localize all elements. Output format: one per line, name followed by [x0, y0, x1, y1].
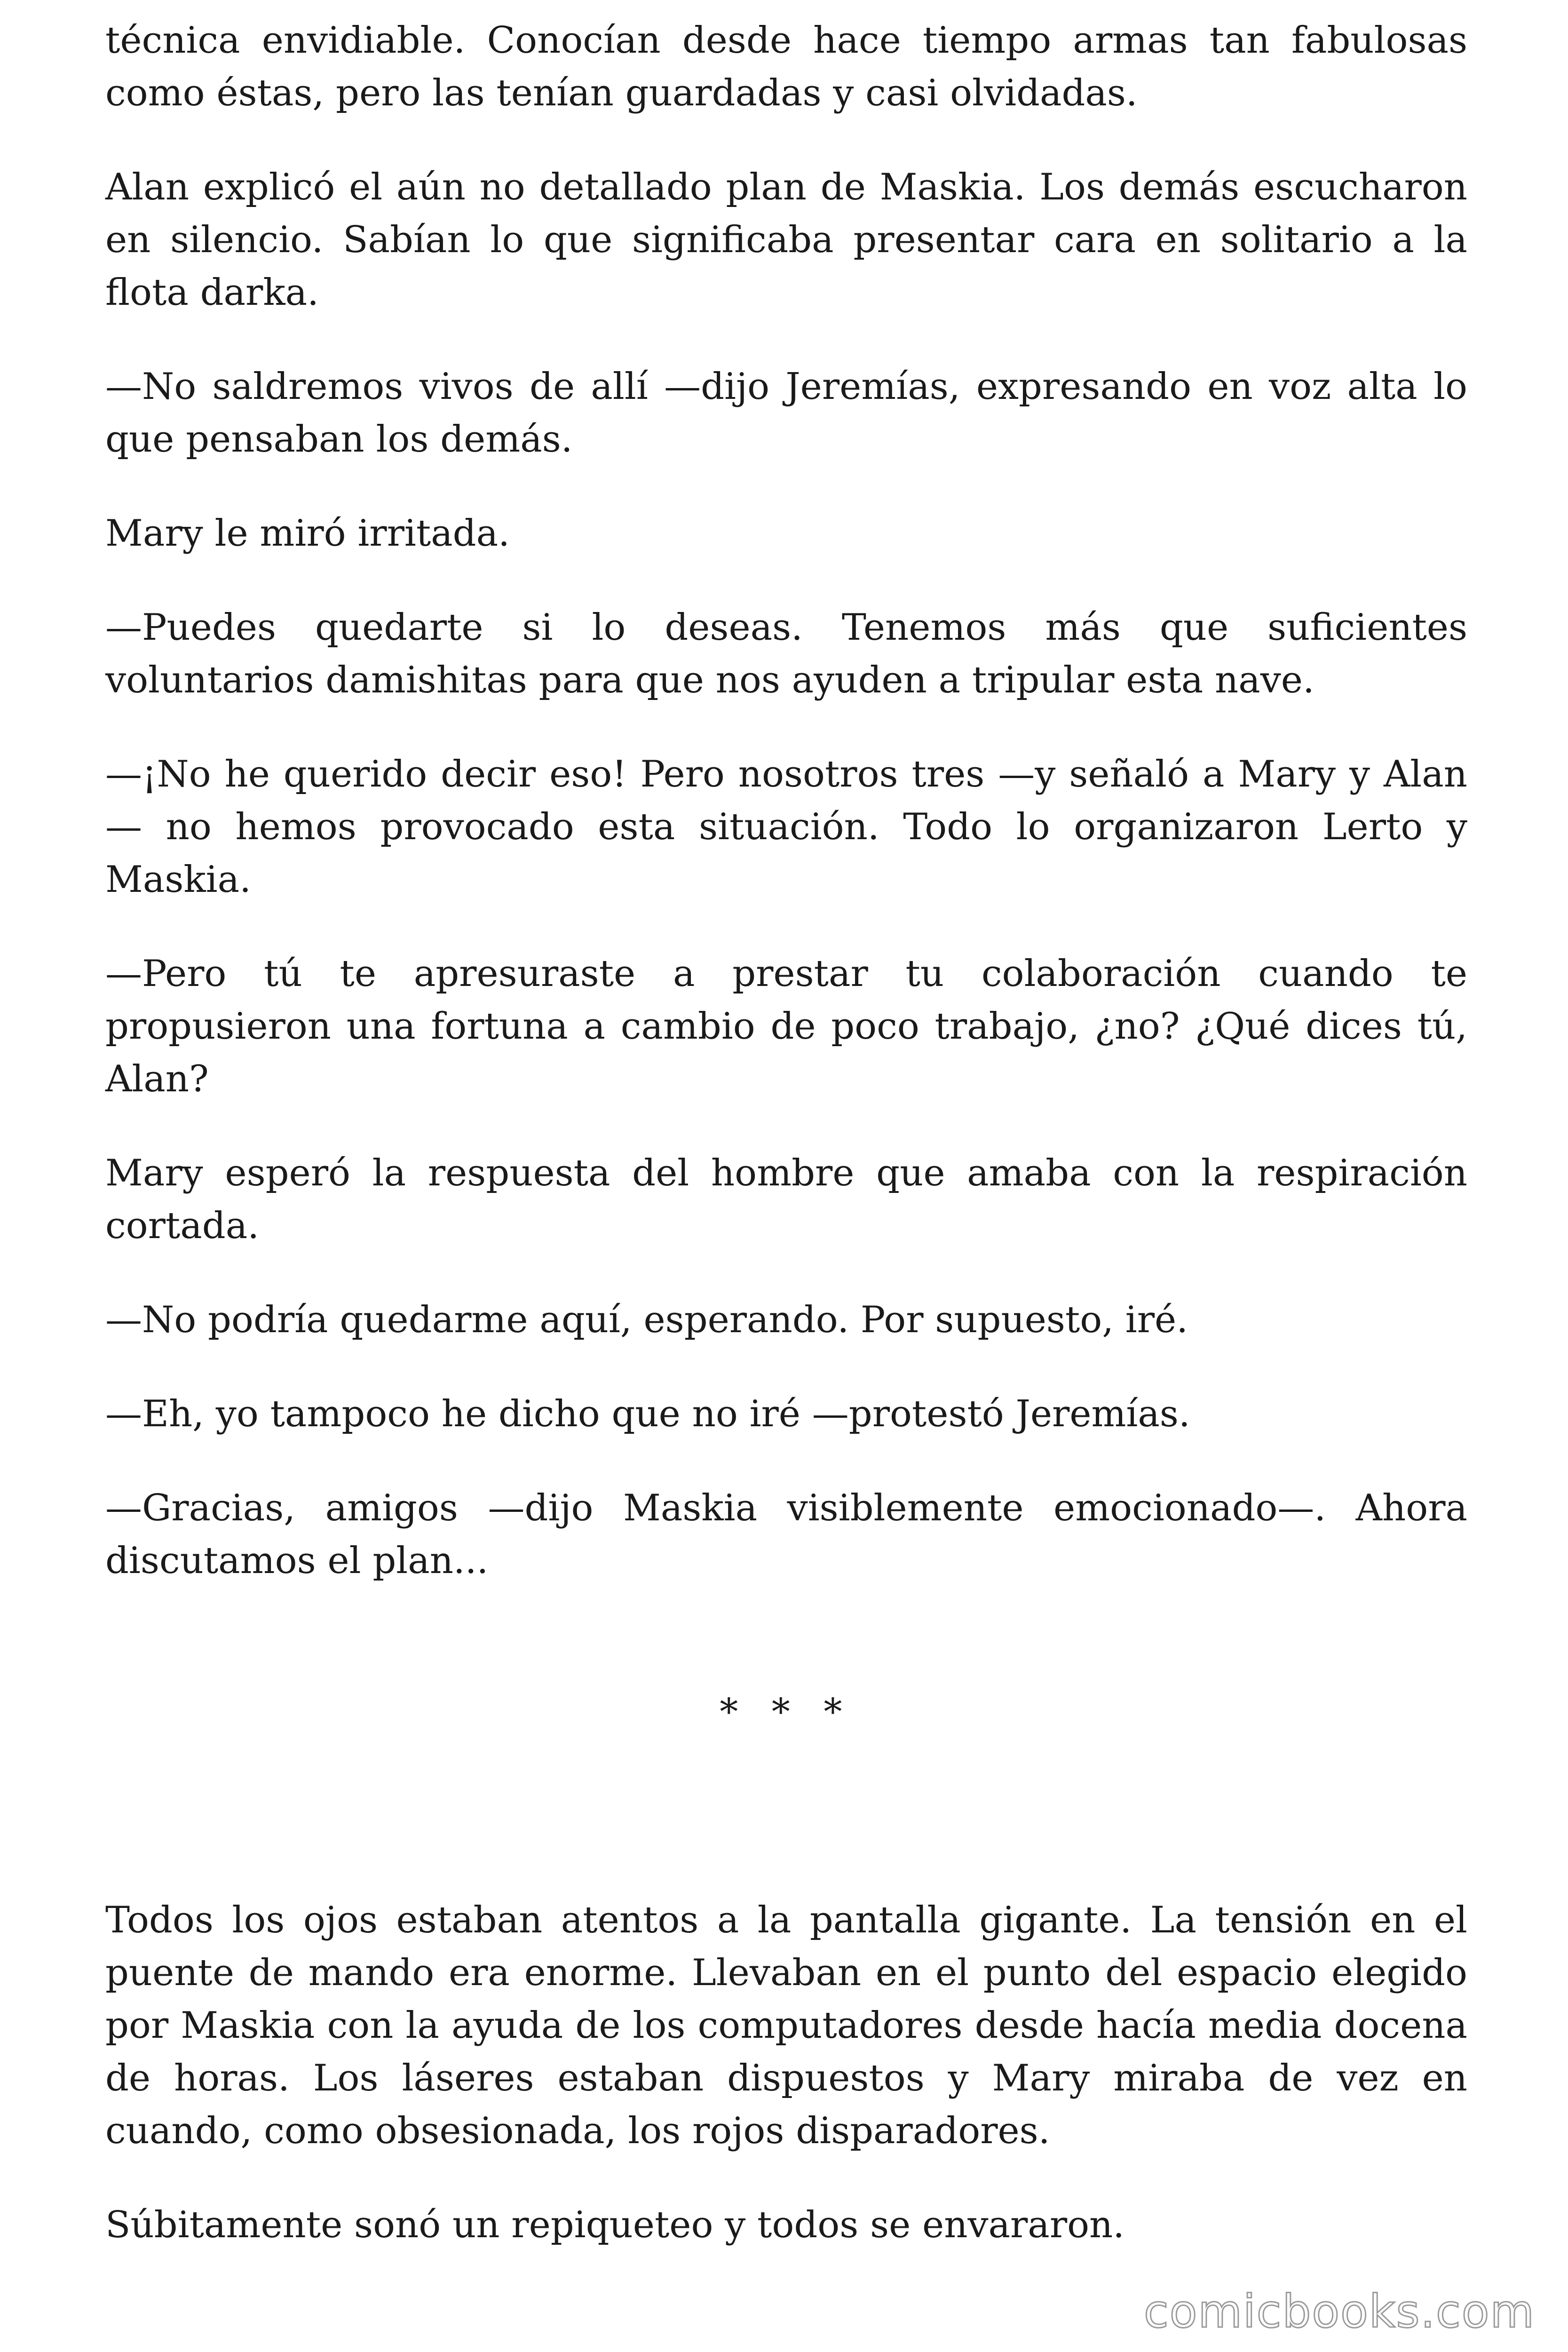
paragraph-13: Súbitamente sonó un repiqueteo y todos se envararon. — [105, 2204, 1125, 2246]
paragraph-6: —¡No he querido decir eso! Pero nosotros tres —y señaló a Mary y Alan— no hemos provocado esta situación. Todo lo organizaron Lerto y Maskia. — [105, 753, 1467, 901]
paragraph-11: —Gracias, amigos —dijo Maskia visiblemente emocionado—. Ahora discutamos el plan... — [105, 1487, 1467, 1582]
paragraph-10: —Eh, yo tampoco he dicho que no iré —protestó Jeremías. — [105, 1393, 1190, 1435]
watermark-logo: comicbooks.com — [1143, 2285, 1535, 2338]
paragraph-7: —Pero tú te apresuraste a prestar tu colaboración cuando te propusieron una fortuna a cambio de poco trabajo, ¿no? ¿Qué dices tú, Alan? — [105, 953, 1467, 1100]
section-separator: * * * — [720, 1691, 853, 1733]
paragraph-4: Mary le miró irritada. — [105, 512, 510, 555]
paragraph-3: —No saldremos vivos de allí —dijo Jeremías, expresando en voz alta lo que pensaban los demás. — [105, 366, 1467, 461]
paragraph-9: —No podría quedarme aquí, esperando. Por supuesto, iré. — [105, 1299, 1188, 1341]
paragraph-8: Mary esperó la respuesta del hombre que amaba con la respiración cortada. — [105, 1152, 1467, 1247]
page-body — [105, 14, 1467, 2293]
paragraph-12: Todos los ojos estaban atentos a la pantalla gigante. La tensión en el puente de mando era enorme. Llevaban en el punto del espacio elegido por Maskia con la ayuda de los computadores desde hacía media docena de horas. Los láseres estaban dispuestos y Mary miraba de vez en cuando, como obsesionada, los rojos disparadores. — [105, 1899, 1467, 2152]
paragraph-2: Alan explicó el aún no detallado plan de Maskia. Los demás escucharon en silencio. Sabían lo que significaba presentar cara en solitario a la flota darka. — [105, 166, 1467, 314]
paragraph-1: técnica envidiable. Conocían desde hace tiempo armas tan fabulosas como éstas, pero las tenían guardadas y casi olvidadas. — [105, 19, 1467, 114]
paragraph-5: —Puedes quedarte si lo deseas. Tenemos más que suficientes voluntarios damishitas para que nos ayuden a tripular esta nave. — [105, 606, 1467, 701]
